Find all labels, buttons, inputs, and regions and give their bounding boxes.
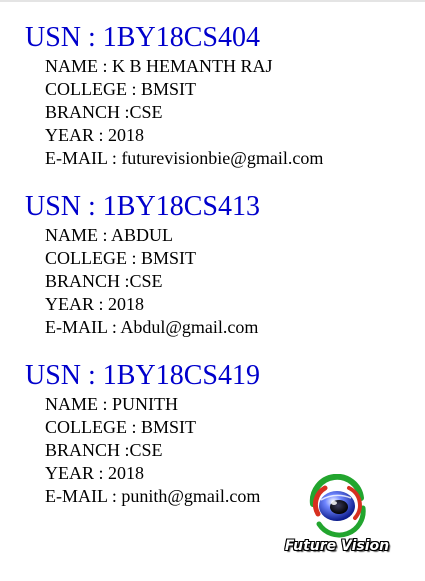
usn-heading: USN : 1BY18CS413 [25,191,260,222]
eye-globe-icon [305,474,369,538]
usn-heading: USN : 1BY18CS419 [25,360,260,391]
name-field: NAME : K B HEMANTH RAJ [45,56,273,76]
branch-field: BRANCH :CSE [45,271,163,291]
usn-heading: USN : 1BY18CS404 [25,22,260,53]
student-record [25,191,415,339]
logo-text: Future Vision [284,538,390,554]
student-record [25,22,415,170]
top-border [0,0,425,2]
branch-field: BRANCH :CSE [45,440,163,460]
email-field: E-MAIL : punith@gmail.com [45,486,261,506]
college-field: COLLEGE : BMSIT [45,79,196,99]
college-field: COLLEGE : BMSIT [45,248,196,268]
year-field: YEAR : 2018 [45,125,144,145]
name-field: NAME : PUNITH [45,394,178,414]
student-fields [45,55,415,170]
email-field: E-MAIL : Abdul@gmail.com [45,317,259,337]
email-field: E-MAIL : futurevisionbie@gmail.com [45,148,324,168]
future-vision-logo [278,474,396,562]
branch-field: BRANCH :CSE [45,102,163,122]
name-field: NAME : ABDUL [45,225,174,245]
college-field: COLLEGE : BMSIT [45,417,196,437]
year-field: YEAR : 2018 [45,463,144,483]
student-fields [45,224,415,339]
year-field: YEAR : 2018 [45,294,144,314]
